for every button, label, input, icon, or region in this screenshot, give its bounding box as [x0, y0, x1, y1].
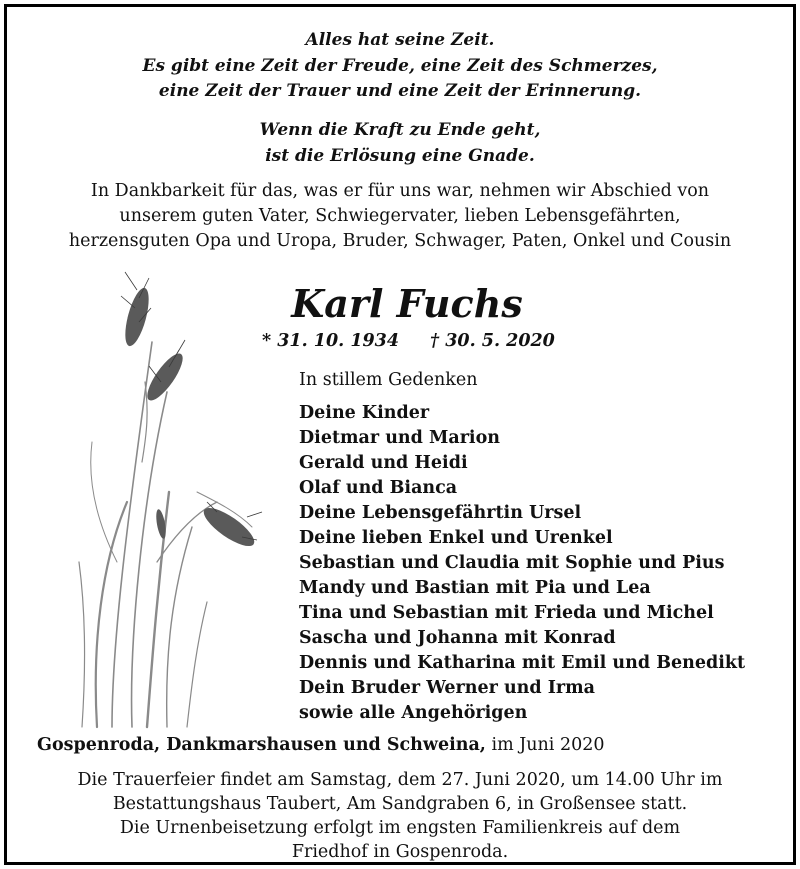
intro-line: herzensguten Opa und Uropa, Bruder, Schwager, Paten, Onkel und Cousin — [68, 231, 732, 251]
list-item: Sebastian und Claudia mit Sophie und Pius — [299, 553, 725, 573]
place-locations: Gospenroda, Dankmarshausen und Schweina, — [37, 735, 486, 755]
funeral-line: Bestattungshaus Taubert, Am Sandgraben 6, in Großensee statt. — [112, 794, 688, 814]
funeral-info — [7, 768, 793, 864]
list-item: Mandy und Bastian mit Pia und Lea — [299, 578, 651, 598]
funeral-line: Die Trauerfeier findet am Samstag, dem 27. Juni 2020, um 14.00 Uhr im — [77, 770, 723, 790]
list-item: Olaf und Bianca — [299, 478, 458, 498]
intro-line: unserem guten Vater, Schwiegervater, lieben Lebensgefährten, — [119, 206, 681, 226]
list-item: Sascha und Johanna mit Konrad — [299, 628, 616, 648]
place-date: im Juni 2020 — [491, 735, 605, 755]
death-date: † 30. 5. 2020 — [430, 331, 555, 351]
deceased-name: Karl Fuchs — [291, 281, 523, 326]
birth-date: * 31. 10. 1934 — [262, 331, 400, 351]
list-item: Deine Kinder — [299, 403, 430, 423]
list-item: sowie alle Angehörigen — [299, 703, 528, 723]
obituary-frame — [4, 4, 796, 865]
list-item: Dennis und Katharina mit Emil und Benedikt — [299, 653, 746, 673]
intro-text — [7, 179, 793, 254]
intro-line: In Dankbarkeit für das, was er für uns war, nehmen wir Abschied von — [90, 181, 710, 201]
quote-line: eine Zeit der Trauer und eine Zeit der Erinnerung. — [158, 81, 642, 101]
mourners-list — [299, 401, 745, 726]
quote-line: Es gibt eine Zeit der Freude, eine Zeit des Schmerzes, — [142, 55, 658, 76]
quote-line: Wenn die Kraft zu Ende geht, — [259, 120, 541, 140]
list-item: Dietmar und Marion — [299, 428, 500, 448]
list-item: Tina und Sebastian mit Frieda und Michel — [299, 603, 714, 623]
list-item: Deine lieben Enkel und Urenkel — [299, 528, 613, 548]
place-date-line — [37, 733, 604, 758]
funeral-line: Die Urnenbeisetzung erfolgt im engsten Familienkreis auf dem — [119, 818, 681, 838]
list-item: Gerald und Heidi — [299, 453, 468, 473]
opening-quote — [7, 28, 793, 105]
quote-line: ist die Erlösung eine Gnade. — [265, 145, 535, 166]
wheat-illustration — [57, 262, 277, 732]
quote-line: Alles hat seine Zeit. — [305, 30, 495, 50]
list-item: Dein Bruder Werner und Irma — [299, 678, 595, 698]
second-quote — [7, 118, 793, 169]
gedenken-label: In stillem Gedenken — [299, 370, 478, 390]
funeral-line: Friedhof in Gospenroda. — [291, 842, 509, 862]
list-item: Deine Lebensgefährtin Ursel — [299, 503, 582, 523]
